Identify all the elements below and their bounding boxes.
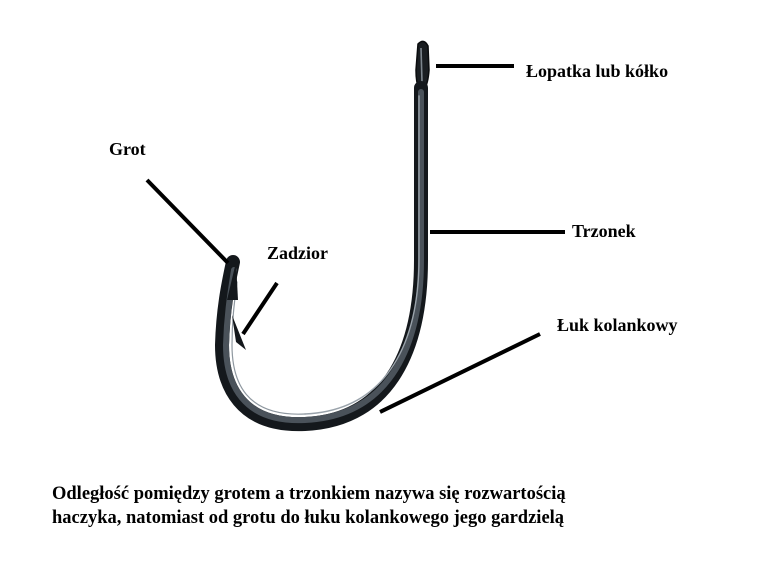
hook-eye-highlight	[421, 48, 422, 82]
leader-line-zadzior	[243, 283, 277, 334]
label-luk-kolankowy: Łuk kolankowy	[557, 315, 678, 335]
label-zadzior: Zadzior	[267, 243, 328, 263]
caption	[52, 482, 752, 530]
label-lopatka: Łopatka lub kółko	[526, 61, 669, 81]
label-grot: Grot	[109, 139, 146, 159]
leader-lines	[147, 66, 565, 412]
caption-line-1: Odległość pomiędzy grotem a trzonkiem nazywa się rozwartością	[52, 484, 566, 504]
leader-line-grot	[147, 180, 228, 263]
label-trzonek: Trzonek	[572, 221, 636, 241]
caption-line-2: haczyka, natomiast od grotu do łuku kolankowego jego gardzielą	[52, 508, 565, 528]
